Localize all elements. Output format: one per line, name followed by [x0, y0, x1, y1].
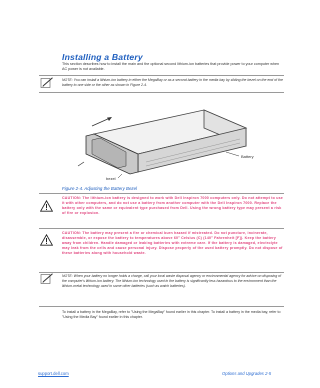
note-pencil-icon: [40, 77, 54, 89]
divider: [39, 193, 284, 194]
note-bezel: NOTE: You can install a lithium-ion battery in either the MegaBay or as a second battery in the media bay by sliding the bezel on the end of the battery to one side or the other as shown in Figure 2-4.: [62, 78, 283, 87]
caution-triangle-icon: [40, 234, 53, 246]
callout-bezel: bezel: [106, 176, 116, 181]
divider: [39, 272, 284, 273]
divider: [39, 92, 284, 93]
divider: [39, 228, 284, 229]
footer-support-link[interactable]: support.dell.com: [38, 371, 69, 376]
divider: [39, 306, 284, 307]
figure-caption: Figure 2-4. Adjusting the Battery Bezel: [62, 186, 138, 191]
intro-paragraph: This section describes how to install the main and the optional second lithium-ion batteries that provide power to your computer when AC power is not available.: [62, 62, 280, 72]
caution-triangle-icon: [40, 200, 53, 212]
callout-battery: Battery: [241, 154, 254, 159]
battery-bezel-illustration: [76, 96, 276, 181]
caution-battery-type: CAUTION: The lithium-ion battery is designed to work with Dell Inspiron 7000 computers only. Do not attempt to use it with other computers, and do not use a battery from another computer with the Dell Inspiron 7000. Replace the battery only with the same or equivalent type purchased from Dell. Using the wrong battery type may present a risk of fire or explosion.: [62, 196, 284, 215]
note-disposal: NOTE: When your battery no longer holds a charge, call your local waste disposal agency or environmental agency for advice on disposing of the computer's lithium-ion battery. The lithium-ion technology used in the battery is significantly less hazardous to the environment than the lithium-metal technology used in some other batteries (such as watch batteries).: [62, 274, 282, 288]
footer-page-label: Options and Upgrades 2-5: [222, 371, 272, 376]
divider: [39, 75, 284, 76]
note-pencil-icon: [40, 273, 54, 285]
section-title: Installing a Battery: [62, 52, 143, 62]
caution-fire-hazard: CAUTION: The battery may present a fire or chemical burn hazard if mistreated. Do not puncture, incinerate, disassemble, or expose the battery to temperatures above 60° Celsius (C) (140° Fahrenheit [F]). Keep the battery away from children. Handle damaged or leaking batteries with extreme care. If the battery is damaged, electrolyte may leak from the cells and cause personal injury. Dispose properly of the used battery promptly. Do not dispose of these batteries along with household waste.: [62, 231, 283, 255]
install-paragraph: To install a battery in the MegaBay, refer to "Using the MegaBay" found earlier in this chapter. To install a battery in the media bay, refer to "Using the Media Bay" found earlier in this chapter.: [62, 310, 281, 319]
